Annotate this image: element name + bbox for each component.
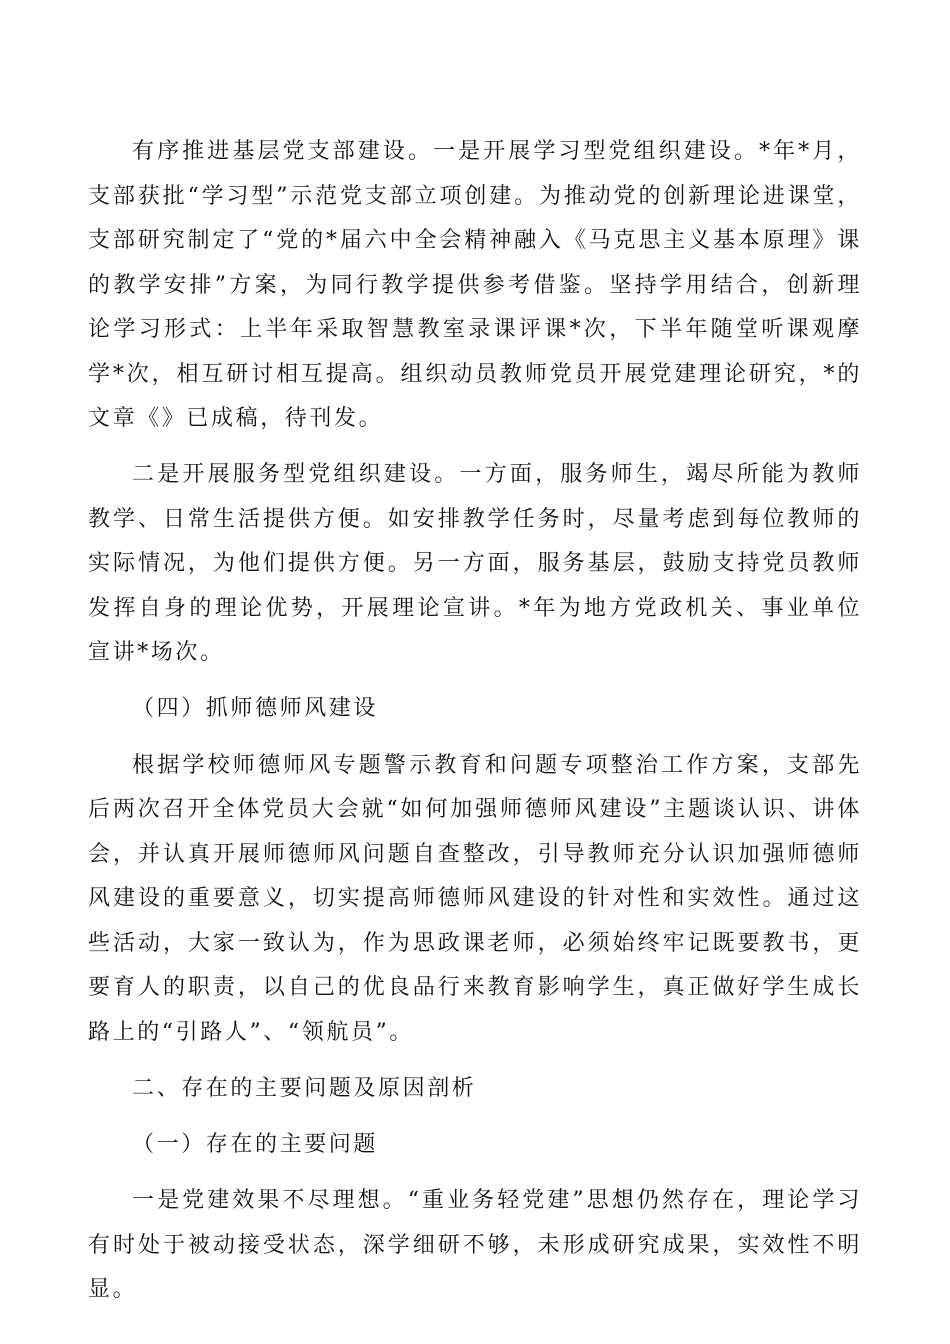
paragraph-service-party-building: 二是开展服务型党组织建设。一方面，服务师生，竭尽所能为教师教学、日常生活提供方便。如安排教学任务时，尽量考虑到每位教师的实际情况，为他们提供方便。另一方面，服务基层，鼓励支持党员教师发挥自身的理论优势，开展理论宣讲。*年为地方党政机关、事业单位宣讲*场次。 — [88, 462, 862, 666]
section-heading-main-problems: 二、存在的主要问题及原因剖析 — [132, 1075, 477, 1101]
subsection-heading-existing-problems: （一）存在的主要问题 — [132, 1131, 379, 1157]
section-heading-teacher-ethics: （四）抓师德师风建设 — [132, 696, 379, 722]
paragraph-teacher-ethics: 根据学校师德师风专题警示教育和问题专项整治工作方案，支部先后两次召开全体党员大会就“如何加强师德师风建设”主题谈认识、讲体会，并认真开展师德师风问题自查整改，引导教师充分认识加强师德师风建设的重要意义，切实提高师德师风建设的针对性和实效性。通过这些活动，大家一致认为，作为思政课老师，必须始终牢记既要教书，更要育人的职责，以自己的优良品行来教育影响学生，真正做好学生成长路上的“引路人”、“领航员”。 — [88, 752, 862, 1045]
document-page — [88, 130, 862, 1324]
paragraph-party-building-effect: 一是党建效果不尽理想。“重业务轻党建”思想仍然存在，理论学习有时处于被动接受状态，深学细研不够，未形成研究成果，实效性不明显。 — [88, 1188, 862, 1303]
paragraph-study-party-building: 有序推进基层党支部建设。一是开展学习型党组织建设。*年*月，支部获批“学习型”示范党支部立项创建。为推动党的创新理论进课堂，支部研究制定了“党的*届六中全会精神融入《马克思主义基本原理》课的教学安排”方案，为同行教学提供参考借鉴。坚持学用结合，创新理论学习形式：上半年采取智慧教室录课评课*次，下半年随堂听课观摩学*次，相互研讨相互提高。组织动员教师党员开展党建理论研究，*的文章《》已成稿，待刊发。 — [88, 139, 862, 431]
